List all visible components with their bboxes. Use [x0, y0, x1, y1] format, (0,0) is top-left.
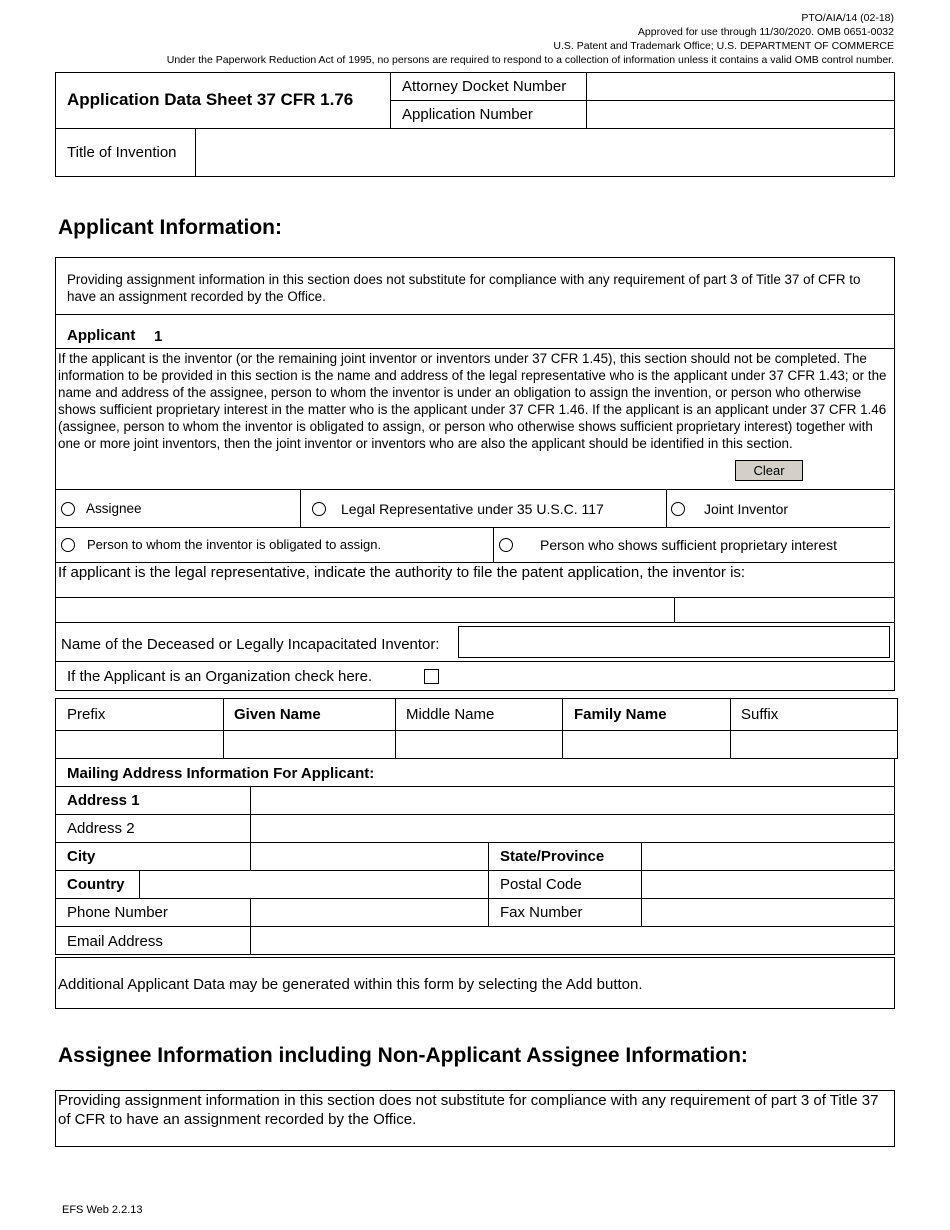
country-label: Country	[67, 876, 125, 893]
city-field[interactable]	[252, 844, 486, 868]
given-name-header: Given Name	[234, 706, 321, 723]
title-of-invention-field[interactable]	[199, 131, 891, 174]
clear-button[interactable]: Clear	[735, 460, 803, 481]
assignee-section-heading: Assignee Information including Non-Applicant Assignee Information:	[58, 1044, 748, 1067]
fax-field[interactable]	[643, 900, 893, 924]
applicant-instructions: If the applicant is the inventor (or the remaining joint inventor or inventors under 37 CFR 1.45), this section should not be completed. The information to be provided in this section is the name and address of the legal representative who is the applicant under 37 CFR 1.43; or the name and address of the assignee, person to whom the inventor is under an obligation to assign the invention, or person who otherwise shows sufficient proprietary interest in the matter who is the applicant under 37 CFR 1.46. If the applicant is an applicant under 37 CFR 1.46 (assignee, person to whom the inventor is obligated to assign, or person who otherwise shows sufficient proprietary interest) together with one or more joint inventors, then the joint inventor or inventors who are also the applicant should be identified in this section.	[58, 351, 887, 451]
proprietary-interest-radio[interactable]	[499, 538, 513, 552]
fax-label: Fax Number	[500, 904, 583, 921]
prefix-header: Prefix	[67, 706, 106, 723]
applicant-label: Applicant	[67, 327, 136, 344]
given-name-field[interactable]	[225, 732, 393, 757]
organization-label: If the Applicant is an Organization check here.	[67, 668, 373, 685]
suffix-field[interactable]	[732, 732, 896, 757]
obligated-person-label: Person to whom the inventor is obligated to assign.	[87, 537, 382, 552]
family-name-field[interactable]	[564, 732, 728, 757]
address2-field[interactable]	[252, 816, 893, 840]
form-id: PTO/AIA/14 (02-18)	[801, 12, 894, 24]
country-select[interactable]	[141, 872, 486, 896]
attorney-docket-field[interactable]	[590, 74, 892, 98]
legal-representative-radio[interactable]	[312, 502, 326, 516]
middle-name-field[interactable]	[397, 732, 560, 757]
joint-inventor-label: Joint Inventor	[704, 501, 789, 517]
attorney-docket-label: Attorney Docket Number	[402, 78, 567, 95]
joint-inventor-radio[interactable]	[671, 502, 685, 516]
postal-code-field[interactable]	[643, 872, 893, 896]
applicant-section-heading: Applicant Information:	[58, 216, 282, 239]
title-of-invention-label: Title of Invention	[67, 144, 177, 161]
assignee-radio[interactable]	[61, 502, 75, 516]
address1-label: Address 1	[67, 792, 140, 809]
authority-select[interactable]	[57, 599, 672, 621]
legal-rep-authority-text: If applicant is the legal representative, indicate the authority to file the patent application, the inventor is:	[58, 564, 746, 581]
application-number-field[interactable]	[590, 102, 892, 126]
email-label: Email Address	[67, 933, 163, 950]
state-label: State/Province	[500, 848, 605, 865]
office-name: U.S. Patent and Trademark Office; U.S. DEPARTMENT OF COMMERCE	[553, 40, 894, 52]
organization-checkbox[interactable]	[424, 669, 439, 684]
assignee-label: Assignee	[86, 501, 142, 516]
legal-representative-label: Legal Representative under 35 U.S.C. 117	[341, 501, 604, 517]
application-number-label: Application Number	[402, 106, 533, 123]
postal-code-label: Postal Code	[500, 876, 582, 893]
mailing-heading: Mailing Address Information For Applicant:	[67, 765, 375, 782]
prefix-field[interactable]	[57, 732, 221, 757]
additional-applicant-text: Additional Applicant Data may be generated within this form by selecting the Add button.	[58, 976, 643, 993]
state-field[interactable]	[643, 844, 893, 868]
approval-notice: Approved for use through 11/30/2020. OMB 0651-0032	[637, 26, 894, 38]
family-name-header: Family Name	[574, 706, 667, 723]
form-title: Application Data Sheet 37 CFR 1.76	[67, 90, 354, 109]
city-label: City	[67, 848, 96, 865]
phone-field[interactable]	[252, 900, 486, 924]
suffix-header: Suffix	[741, 706, 779, 723]
deceased-name-field[interactable]	[458, 626, 890, 658]
obligated-person-radio[interactable]	[61, 538, 75, 552]
deceased-label: Name of the Deceased or Legally Incapacitated Inventor:	[61, 636, 440, 653]
assignee-notice: Providing assignment information in this section does not substitute for compliance with any requirement of part 3 of Title 37 of CFR to have an assignment recorded by the Office.	[58, 1092, 879, 1128]
footer-version: EFS Web 2.2.13	[62, 1204, 143, 1216]
address2-label: Address 2	[67, 820, 135, 837]
address1-field[interactable]	[252, 788, 893, 812]
paperwork-notice: Under the Paperwork Reduction Act of 1995, no persons are required to respond to a collection of information unless it contains a valid OMB control number.	[166, 54, 894, 66]
applicant-notice: Providing assignment information in this section does not substitute for compliance with any requirement of part 3 of Title 37 of CFR to have an assignment recorded by the Office.	[67, 272, 861, 304]
phone-label: Phone Number	[67, 904, 168, 921]
proprietary-interest-label: Person who shows sufficient proprietary interest	[540, 537, 837, 553]
middle-name-header: Middle Name	[406, 706, 495, 723]
email-field[interactable]	[252, 928, 893, 953]
applicant-number: 1	[154, 328, 163, 345]
